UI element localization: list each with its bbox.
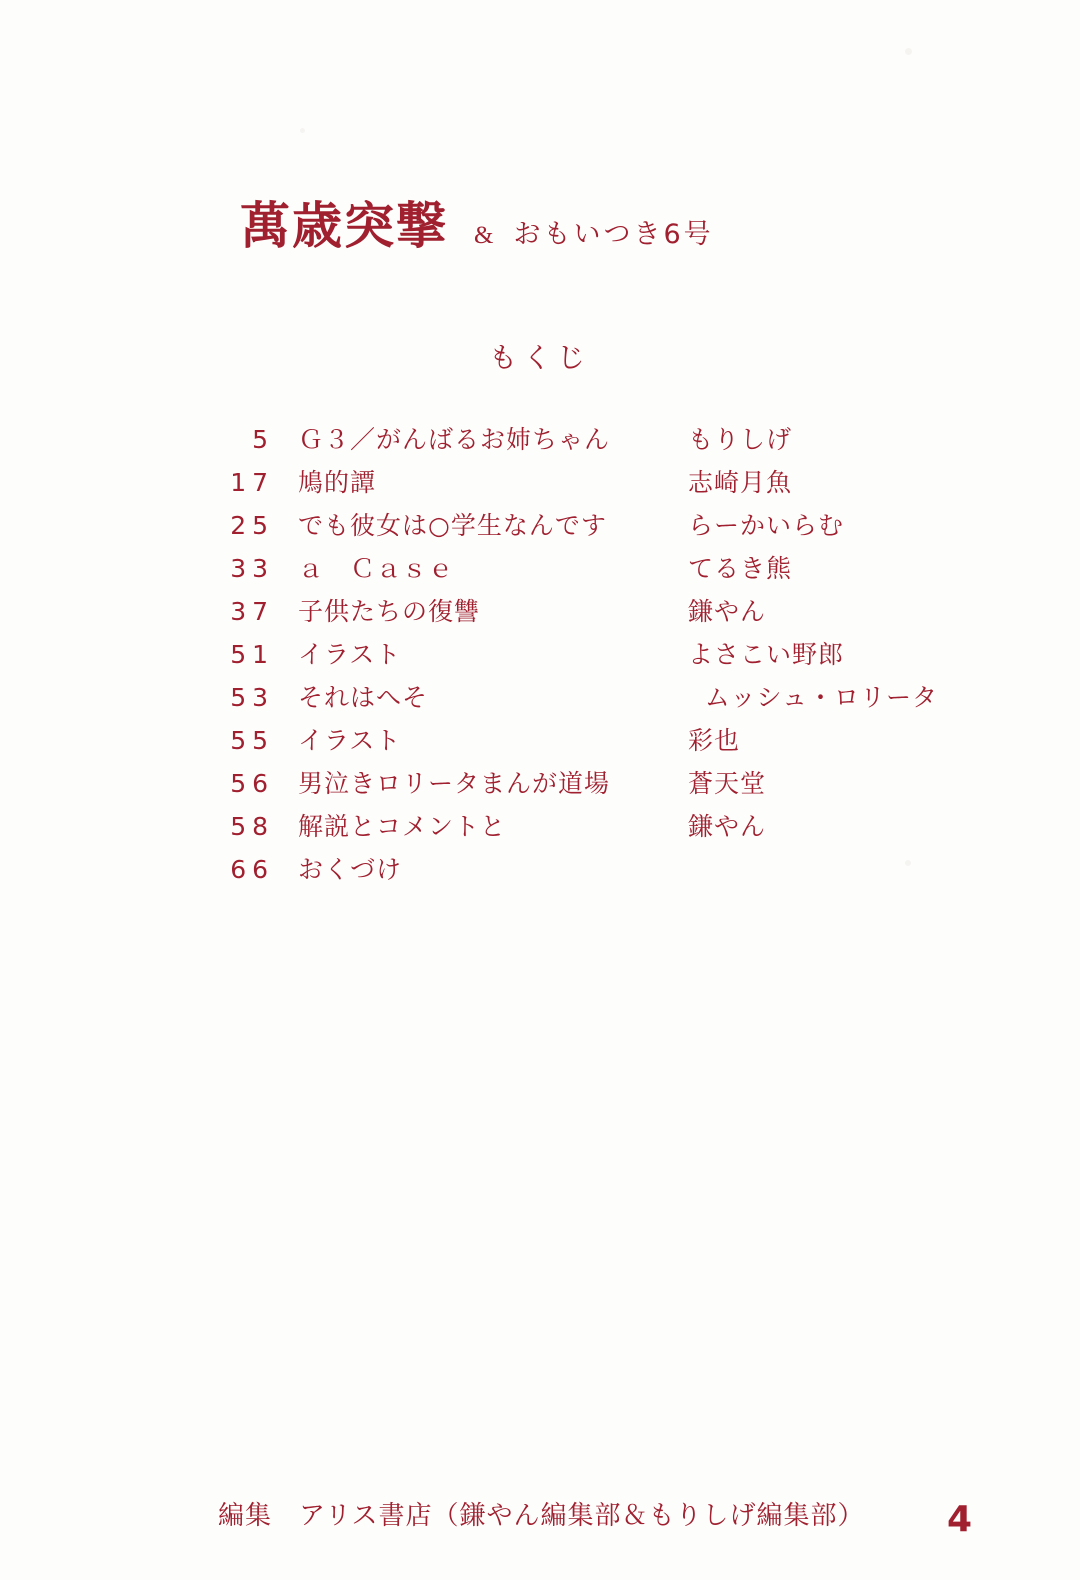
toc-entry-page: 5 xyxy=(252,425,274,454)
toc-entry xyxy=(178,635,938,678)
toc-entry-title: 男泣きロリータまんが道場 xyxy=(298,769,611,798)
toc-entry-title: 子供たちの復讐 xyxy=(298,597,481,626)
toc-entry xyxy=(178,678,938,721)
toc-entry-title: ａ Ｃａｓｅ xyxy=(298,554,455,583)
paper-speckle xyxy=(905,48,912,55)
toc-entry-title: 解説とコメントと xyxy=(298,812,507,841)
page-title xyxy=(240,186,714,258)
toc-entry-author: 鎌やん xyxy=(688,597,767,626)
toc-entry-page: 58 xyxy=(230,812,274,841)
toc-entry-author: 鎌やん xyxy=(688,812,767,841)
toc-entry-page: 33 xyxy=(230,554,274,583)
toc-entry-author: もりしげ xyxy=(688,425,793,454)
toc-entry-author: ムッシュ・ロリータ xyxy=(704,683,938,712)
toc-entry-title: Ｇ３／がんばるお姉ちゃん xyxy=(298,425,611,454)
toc-entry-page: 17 xyxy=(230,468,274,497)
toc-entry xyxy=(178,850,938,893)
toc-entry-author: よさこい野郎 xyxy=(688,640,845,669)
toc-entry xyxy=(178,592,938,635)
contents-heading: もくじ xyxy=(488,341,591,374)
toc-entry xyxy=(178,764,938,807)
toc-entry-title: でも彼女は○学生なんです xyxy=(298,511,607,540)
toc-entry-author: 志崎月魚 xyxy=(688,468,793,497)
toc-entry xyxy=(178,807,938,850)
toc-entry-author: 蒼天堂 xyxy=(688,769,767,798)
table-of-contents xyxy=(178,420,938,893)
toc-entry-page: 53 xyxy=(230,683,274,712)
toc-entry-title: イラスト xyxy=(298,726,402,755)
toc-entry-title: イラスト xyxy=(298,640,402,669)
footer-credit: 編集 アリス書店（鎌やん編集部＆もりしげ編集部） xyxy=(218,1501,865,1531)
title-main: 萬歳突撃 xyxy=(240,196,448,255)
toc-entry-page: 55 xyxy=(230,726,274,755)
paper-speckle xyxy=(300,128,305,133)
toc-entry xyxy=(178,506,938,549)
toc-entry-page: 37 xyxy=(230,597,274,626)
toc-entry xyxy=(178,463,938,506)
toc-entry-author: らーかいらむ xyxy=(688,511,845,540)
toc-entry xyxy=(178,549,938,592)
toc-entry-title: 鳩的譚 xyxy=(298,468,377,497)
toc-entry xyxy=(178,420,938,463)
toc-entry xyxy=(178,721,938,764)
toc-entry-author: 彩也 xyxy=(688,726,741,755)
title-subtitle: おもいつき6号 xyxy=(513,219,714,250)
toc-entry-author: てるき熊 xyxy=(688,554,793,583)
toc-entry-title: それはへそ xyxy=(298,683,429,712)
page-number: 4 xyxy=(946,1499,972,1540)
toc-entry-page: 66 xyxy=(230,855,274,884)
toc-entry-page: 51 xyxy=(230,640,274,669)
toc-entry-page: 25 xyxy=(230,511,274,540)
title-ampersand: & xyxy=(474,222,494,249)
toc-entry-title: おくづけ xyxy=(298,855,403,884)
toc-entry-page: 56 xyxy=(230,769,274,798)
